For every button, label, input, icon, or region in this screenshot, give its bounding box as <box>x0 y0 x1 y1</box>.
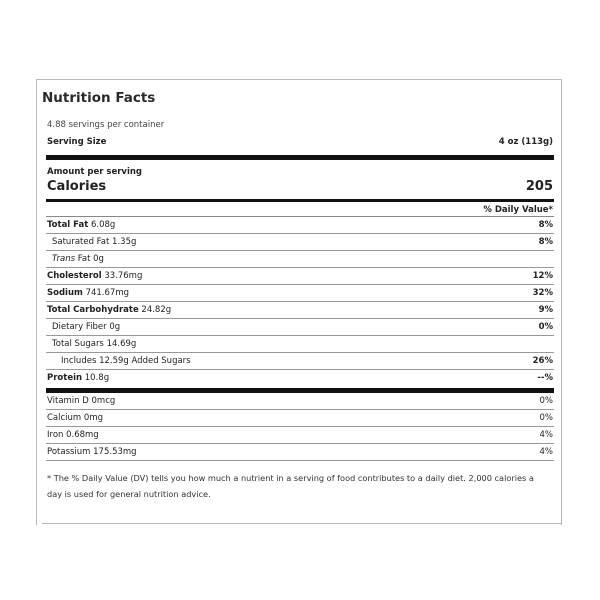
nutrient-row-total-fat <box>46 217 554 234</box>
nutrient-row-added-sugars <box>46 353 554 370</box>
nutrient-name: Total Sugars <box>52 339 104 349</box>
nutrient-dv: 26% <box>532 356 553 366</box>
vitamin-text: Iron 0.68mg <box>47 430 99 440</box>
vitamin-dv: 0% <box>539 413 553 423</box>
daily-value-header: % Daily Value* <box>483 205 553 215</box>
nutrient-row-cholesterol <box>46 268 554 285</box>
vitamin-text: Vitamin D 0mcg <box>47 396 116 406</box>
vitamin-text: Calcium 0mg <box>47 413 103 423</box>
nutrient-name: Saturated Fat <box>52 237 110 247</box>
nutrient-amount: 10.8g <box>84 373 110 383</box>
servings-per-container: 4.88 servings per container <box>47 120 165 130</box>
nutrient-name: Total Carbohydrate <box>47 305 139 315</box>
nutrient-amount: 0g <box>109 322 121 332</box>
thick-divider <box>46 155 554 160</box>
nutrient-dv: 32% <box>532 288 553 298</box>
nutrient-amount: 1.35g <box>112 237 137 247</box>
nutrient-dv: 0% <box>538 322 553 332</box>
nutrient-dv: 8% <box>538 237 553 247</box>
nutrient-name: Protein <box>47 373 83 383</box>
nutrient-row-total-sugars <box>46 336 554 353</box>
nutrient-amount: 14.69g <box>106 339 137 349</box>
nutrient-amount: 6.08g <box>91 220 116 230</box>
vitamin-dv: 4% <box>539 430 553 440</box>
nutrient-amount: Fat 0g <box>77 254 104 264</box>
vitamin-row <box>46 444 554 461</box>
nutrient-amount: 741.67mg <box>85 288 129 298</box>
nutrient-row-protein <box>46 370 554 387</box>
nutrient-row-saturated-fat <box>46 234 554 251</box>
vitamin-text: Potassium 175.53mg <box>47 447 137 457</box>
nutrition-facts-panel <box>36 79 562 525</box>
serving-size-value: 4 oz (113g) <box>498 137 553 147</box>
nutrient-row-sodium <box>46 285 554 302</box>
nutrient-name: Includes 12.59g Added Sugars <box>61 356 191 366</box>
nutrient-row-trans-fat <box>46 251 554 268</box>
nutrient-name: Trans <box>52 254 76 264</box>
nutrient-amount: 24.82g <box>141 305 172 315</box>
amount-per-serving-label: Amount per serving <box>47 167 143 177</box>
nutrient-dv: 12% <box>532 271 553 281</box>
nutrient-name: Dietary Fiber <box>52 322 107 332</box>
nutrient-dv: --% <box>537 373 553 383</box>
vitamin-row <box>46 393 554 410</box>
daily-value-footnote: * The % Daily Value (DV) tells you how much a nutrient in a serving of food contributes to a daily diet. 2,000 calories a day is used for general nutrition advice. <box>47 473 534 499</box>
vitamin-dv: 4% <box>539 447 553 457</box>
medium-divider <box>46 199 554 202</box>
panel-bottom-border <box>42 523 562 524</box>
vitamin-dv: 0% <box>539 396 553 406</box>
nutrient-dv: 8% <box>538 220 553 230</box>
nutrient-amount: 33.76mg <box>104 271 143 281</box>
nutrient-row-total-carbohydrate <box>46 302 554 319</box>
nutrient-name: Sodium <box>47 288 83 298</box>
nutrient-name: Cholesterol <box>47 271 102 281</box>
calories-value: 205 <box>525 179 553 194</box>
calories-label: Calories <box>47 179 107 194</box>
serving-size-label: Serving Size <box>47 137 107 147</box>
nutrient-dv: 9% <box>538 305 553 315</box>
nutrient-row-dietary-fiber <box>46 319 554 336</box>
vitamin-row <box>46 427 554 444</box>
nutrient-name: Total Fat <box>47 220 89 230</box>
panel-title: Nutrition Facts <box>42 90 156 106</box>
vitamin-row <box>46 410 554 427</box>
